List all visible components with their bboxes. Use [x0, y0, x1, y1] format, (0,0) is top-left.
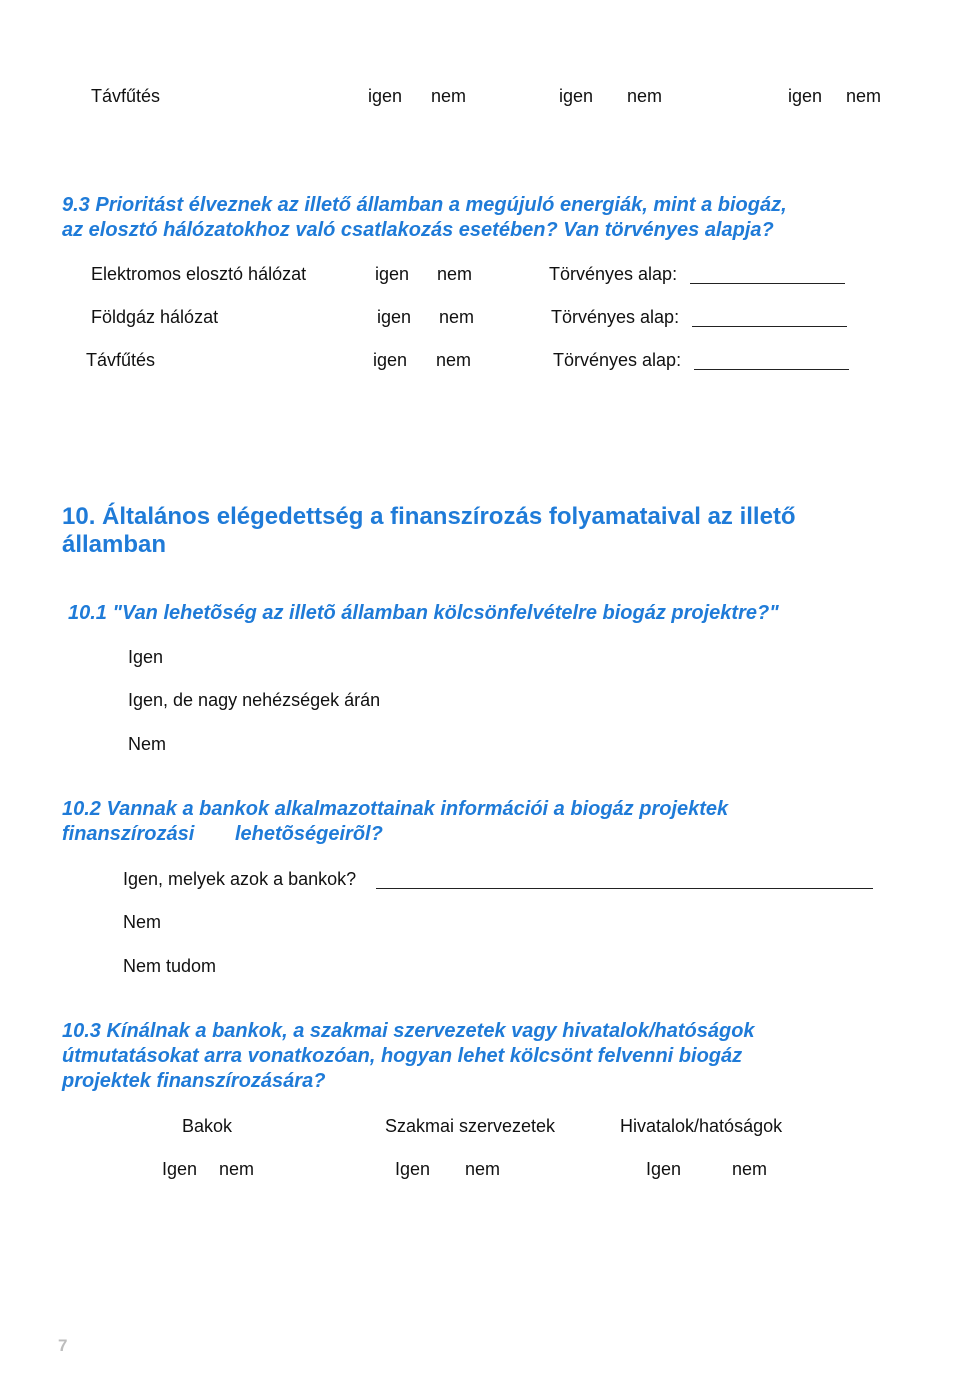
option-igen: Igen — [162, 1159, 198, 1179]
option-igen: igen — [788, 86, 823, 106]
question-10-2-line-2b: lehetõségeirõl? — [235, 823, 383, 845]
option-igen: Igen — [128, 647, 164, 667]
option-nem: Nem — [128, 734, 167, 754]
option-nem: nem — [219, 1159, 255, 1179]
question-10-2-line-1: 10.2 Vannak a bankok alkalmazottainak információi a biogáz projektek — [62, 798, 729, 820]
question-10-3-line-1: 10.3 Kínálnak a bankok, a szakmai szervezetek vagy hivatalok/hatóságok — [62, 1020, 755, 1042]
legal-basis-label: Törvényes alap: — [551, 307, 680, 327]
row-label-elektromos: Elektromos elosztó hálózat — [91, 264, 307, 284]
option-igen: Igen — [646, 1159, 682, 1179]
option-nem: nem — [439, 307, 475, 327]
option-igen: igen — [559, 86, 594, 106]
option-nem: Nem — [123, 912, 162, 932]
option-igen: igen — [373, 350, 408, 370]
legal-basis-blank[interactable] — [694, 369, 849, 370]
option-nem: nem — [431, 86, 467, 106]
option-nem: nem — [465, 1159, 501, 1179]
question-9-3-line-1: 9.3 Prioritást élveznek az illető államban a megújuló energiák, mint a biogáz, — [62, 194, 787, 216]
row-label-foldgaz: Földgáz hálózat — [91, 307, 219, 327]
column-title-szakmai: Szakmai szervezetek — [385, 1116, 556, 1136]
option-nem-tudom: Nem tudom — [123, 956, 217, 976]
question-10-1: 10.1 "Van lehetõség az illetõ államban kölcsönfelvételre biogáz projektre?" — [68, 602, 779, 624]
question-10-2-line-2a: finanszírozási — [62, 823, 195, 845]
option-igen: igen — [375, 264, 410, 284]
option-igen: igen — [368, 86, 403, 106]
column-title-hivatalok: Hivatalok/hatóságok — [620, 1116, 783, 1136]
row-label-tavfutes: Távfűtés — [91, 86, 161, 106]
question-10-3-line-3: projektek finanszírozására? — [62, 1070, 326, 1092]
option-igen: Igen — [395, 1159, 431, 1179]
bank-names-blank[interactable] — [376, 888, 873, 889]
question-10-3-line-2: útmutatásokat arra vonatkozóan, hogyan lehet kölcsönt felvenni biogáz — [62, 1045, 743, 1067]
option-igen-bankok: Igen, melyek azok a bankok? — [123, 869, 357, 889]
row-label-tavfutes: Távfűtés — [86, 350, 156, 370]
option-igen: igen — [377, 307, 412, 327]
option-nem: nem — [732, 1159, 768, 1179]
option-igen-nehezsegek: Igen, de nagy nehézségek árán — [128, 690, 381, 710]
option-nem: nem — [437, 264, 473, 284]
option-nem: nem — [846, 86, 882, 106]
legal-basis-label: Törvényes alap: — [553, 350, 682, 370]
page-number: 7 — [58, 1336, 68, 1355]
option-nem: nem — [627, 86, 663, 106]
question-9-3-line-2: az elosztó hálózatokhoz való csatlakozás esetében? Van törvényes alapja? — [62, 219, 774, 241]
legal-basis-blank[interactable] — [692, 326, 847, 327]
legal-basis-label: Törvényes alap: — [549, 264, 678, 284]
option-nem: nem — [436, 350, 472, 370]
section-10-heading-line-1: 10. Általános elégedettség a finanszírozás folyamataival az illető — [62, 503, 796, 530]
legal-basis-blank[interactable] — [690, 283, 845, 284]
column-title-bakok: Bakok — [182, 1116, 233, 1136]
section-10-heading-line-2: államban — [62, 531, 167, 558]
